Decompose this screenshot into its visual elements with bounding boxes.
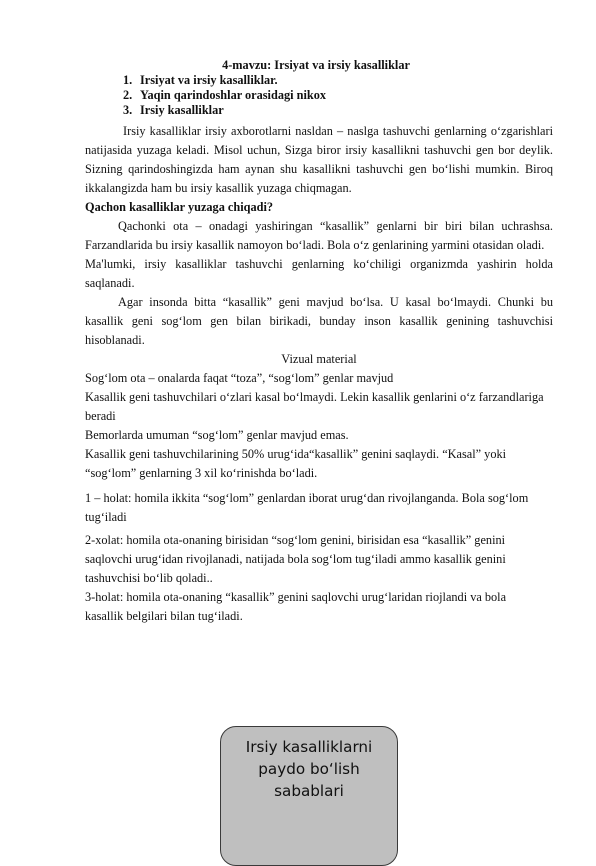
outline-item — [123, 73, 326, 88]
topic-outline — [123, 73, 326, 118]
case-3: 3-holat: homila ota-onaning “kasallik” genini saqlovchi urug‘laridan riojlandi va bola kasallik belgilari bilan tug‘iladi. — [85, 590, 507, 623]
case-1: 1 – holat: homila ikkita “sog‘lom” genlardan iborat urug‘dan rivojlanganda. Bola sog‘lom tug‘iladi — [85, 491, 529, 524]
box-line: Irsiy kasalliklarni — [245, 738, 373, 756]
visual-line: Kasallik geni tashuvchilari o‘zlari kasal bo‘lmaydi. Lekin kasallik genlarini o‘z farzandlariga beradi — [85, 390, 544, 423]
causes-diagram-box — [220, 726, 398, 866]
paragraph-1: Qachonki ota – onadagi yashiringan “kasallik” genlarni bir biri bilan uchrashsa. Farzandlarida bu irsiy kasallik namoyon bo‘ladi. Bola o‘z genlarining yarmini otasidan oladi. — [85, 219, 553, 252]
box-line: paydo bo‘lish — [258, 760, 360, 778]
visual-heading: Vizual material — [281, 352, 357, 366]
outline-number: 2. — [123, 88, 133, 102]
outline-number: 3. — [123, 103, 133, 117]
outline-item — [123, 88, 326, 103]
outline-text: Irsiyat va irsiy kasalliklar. — [140, 73, 278, 87]
visual-line: Bemorlarda umuman “sog‘lom” genlar mavjud emas. — [85, 428, 349, 442]
intro-paragraph: Irsiy kasalliklar irsiy axborotlarni nasldan – naslga tashuvchi genlarning o‘zgarishlari natijasida yuzaga keladi. Misol uchun, Sizga biror irsiy kasallikni tashuvchi gen bor deylik. Sizning qarindoshingizda ham aynan shu kasallikni tashuvchi gen bo‘lishi mumkin. Biroq ikkalangizda ham bu irsiy kasallik yuzaga chiqmagan. — [85, 124, 553, 195]
document-body — [85, 122, 553, 626]
outline-text: Irsiy kasalliklar — [140, 103, 224, 117]
outline-text: Yaqin qarindoshlar orasidagi nikox — [140, 88, 326, 102]
document-title: 4-mavzu: Irsiyat va irsiy kasalliklar — [222, 58, 410, 72]
box-line: sabablari — [274, 782, 344, 800]
question-heading: Qachon kasalliklar yuzaga chiqadi? — [85, 200, 274, 214]
visual-line: Sog‘lom ota – onalarda faqat “toza”, “sog‘lom” genlar mavjud — [85, 371, 394, 385]
case-2: 2-xolat: homila ota-onaning birisidan “sog‘lom genini, birisidan esa “kasallik” genini saqlovchi urug‘idan rivojlanadi, natijada bola sog‘lom tug‘iladi ammo kasallik genini tashuvchisi bo‘lib qoladi.. — [85, 533, 506, 585]
paragraph-2: Ma'lumki, irsiy kasalliklar tashuvchi genlarning ko‘chiligi organizmda yashirin holda saqlanadi. — [85, 257, 553, 290]
visual-line: Kasallik geni tashuvchilarining 50% urug‘ida“kasallik” genini saqlaydi. “Kasal” yoki “sog‘lom” genlarning 3 xil ko‘rinishda bo‘ladi. — [85, 447, 507, 480]
outline-item — [123, 103, 326, 118]
paragraph-3: Agar insonda bitta “kasallik” geni mavjud bo‘lsa. U kasal bo‘lmaydi. Chunki bu kasallik geni sog‘lom gen bilan birikadi, bunday inson kasallik genining tashuvchisi hisoblanadi. — [85, 295, 553, 347]
outline-number: 1. — [123, 73, 133, 87]
